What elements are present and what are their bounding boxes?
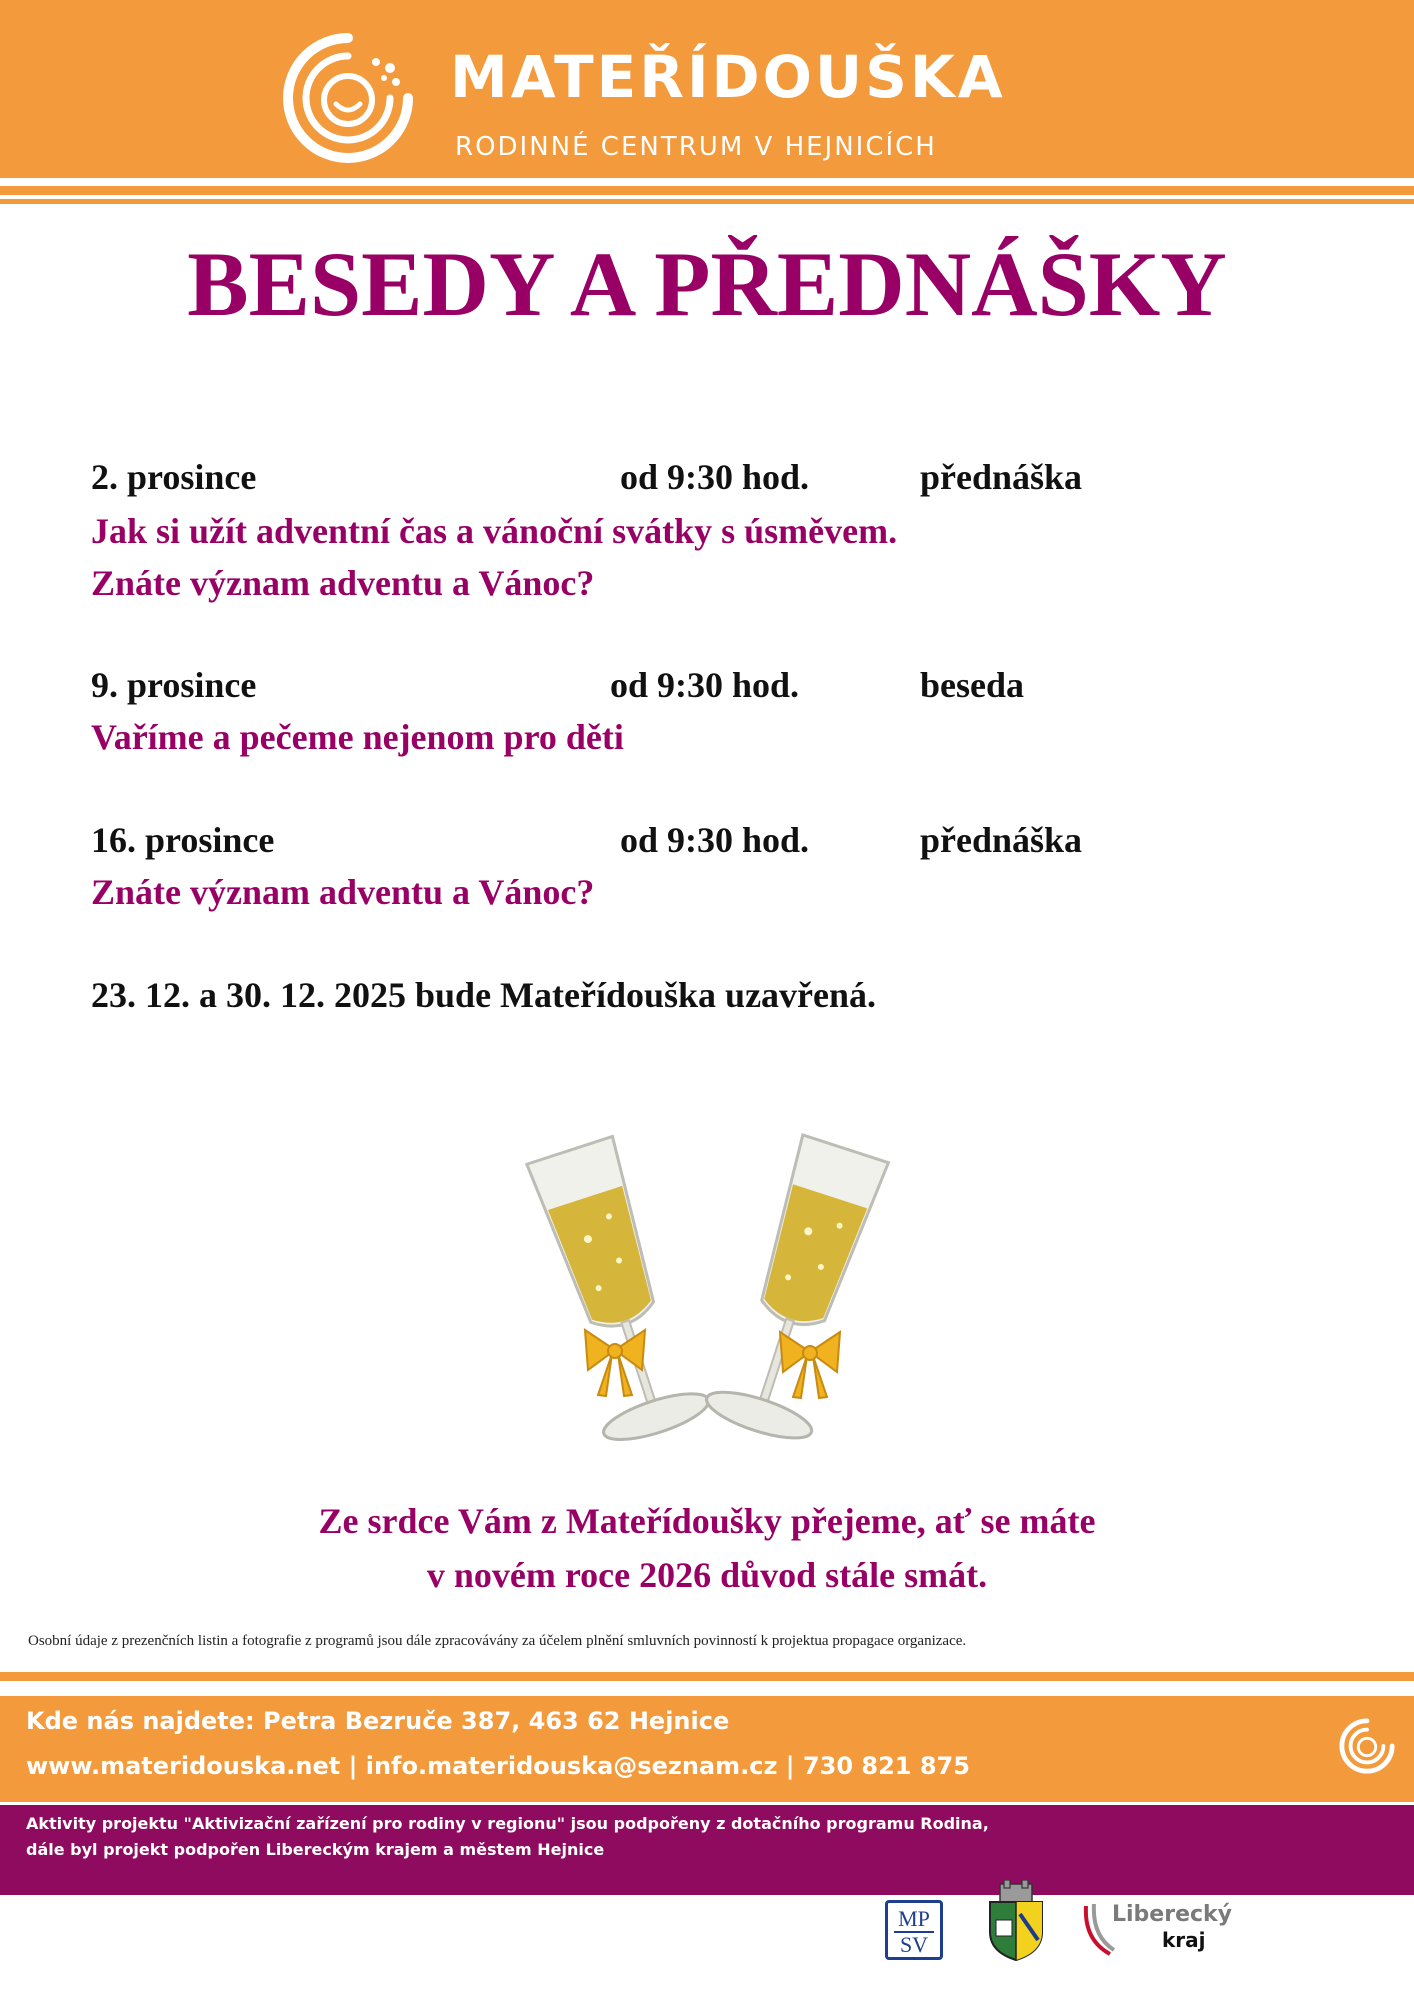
right-glass	[702, 1132, 898, 1448]
event-time: od 9:30 hod.	[620, 457, 810, 497]
champagne-glasses-image	[520, 1120, 900, 1470]
header-divider	[0, 186, 1414, 195]
left-bow-icon	[585, 1330, 645, 1396]
liberecky-kraj-label-2: kraj	[1162, 1928, 1206, 1952]
footer-address: Kde nás najdete: Petra Bezruče 387, 463 62 Hejnice	[26, 1707, 730, 1735]
event-time: od 9:30 hod.	[620, 820, 810, 860]
footer-divider	[0, 1672, 1414, 1681]
brand-name: MATEŘÍDOUŠKA	[450, 43, 1006, 111]
event-topic: Znáte význam adventu a Vánoc?	[91, 563, 595, 603]
event-date: 9. prosince	[91, 665, 257, 705]
event-date: 2. prosince	[91, 457, 257, 497]
materidouska-logo-icon	[1338, 1717, 1396, 1775]
project-line-1: Aktivity projektu "Aktivizační zařízení pro rodiny v regionu" jsou podpořeny z dotačního programu Rodina,	[26, 1814, 989, 1833]
wish-line-2: v novém roce 2026 důvod stále smát.	[426, 1555, 988, 1595]
hejnice-coat-of-arms-icon	[986, 1880, 1046, 1962]
mpsv-logo	[885, 1900, 943, 1960]
brand-subtitle: RODINNÉ CENTRUM V HEJNICÍCH	[455, 132, 937, 162]
event-type: beseda	[920, 665, 1025, 705]
event-date: 16. prosince	[91, 820, 275, 860]
gdpr-note: Osobní údaje z prezenčních listin a fotografie z programů jsou dále zpracovávány za účelem plnění smluvních povinností k projektua propagace organizace.	[28, 1633, 967, 1649]
liberecky-kraj-logo	[1080, 1900, 1116, 1958]
materidouska-logo-icon	[278, 28, 418, 168]
mpsv-logo-top: MP	[898, 1906, 930, 1931]
event-type: přednáška	[920, 457, 1083, 497]
liberecky-kraj-label: Liberecký	[1112, 1902, 1233, 1927]
project-line-2: dále byl projekt podpořen Libereckým krajem a městem Hejnice	[26, 1840, 605, 1859]
page-title: BESEDY A PŘEDNÁŠKY	[187, 233, 1227, 335]
event-topic: Znáte význam adventu a Vánoc?	[91, 872, 595, 912]
event-topic: Jak si užít adventní čas a vánoční svátky s úsměvem.	[91, 511, 898, 551]
header-divider-thin	[0, 199, 1414, 204]
left-glass	[520, 1133, 713, 1449]
closure-notice: 23. 12. a 30. 12. 2025 bude Mateřídouška uzavřená.	[91, 975, 877, 1015]
event-type: přednáška	[920, 820, 1083, 860]
right-bow-icon	[780, 1332, 840, 1398]
event-time: od 9:30 hod.	[610, 665, 800, 705]
wish-line-1: Ze srdce Vám z Mateřídoušky přejeme, ať se máte	[318, 1501, 1096, 1541]
mpsv-logo-bottom: SV	[894, 1931, 934, 1957]
footer-contacts: www.materidouska.net | info.materidouska@seznam.cz | 730 821 875	[26, 1752, 970, 1780]
event-topic: Vaříme a pečeme nejenom pro děti	[91, 717, 624, 757]
